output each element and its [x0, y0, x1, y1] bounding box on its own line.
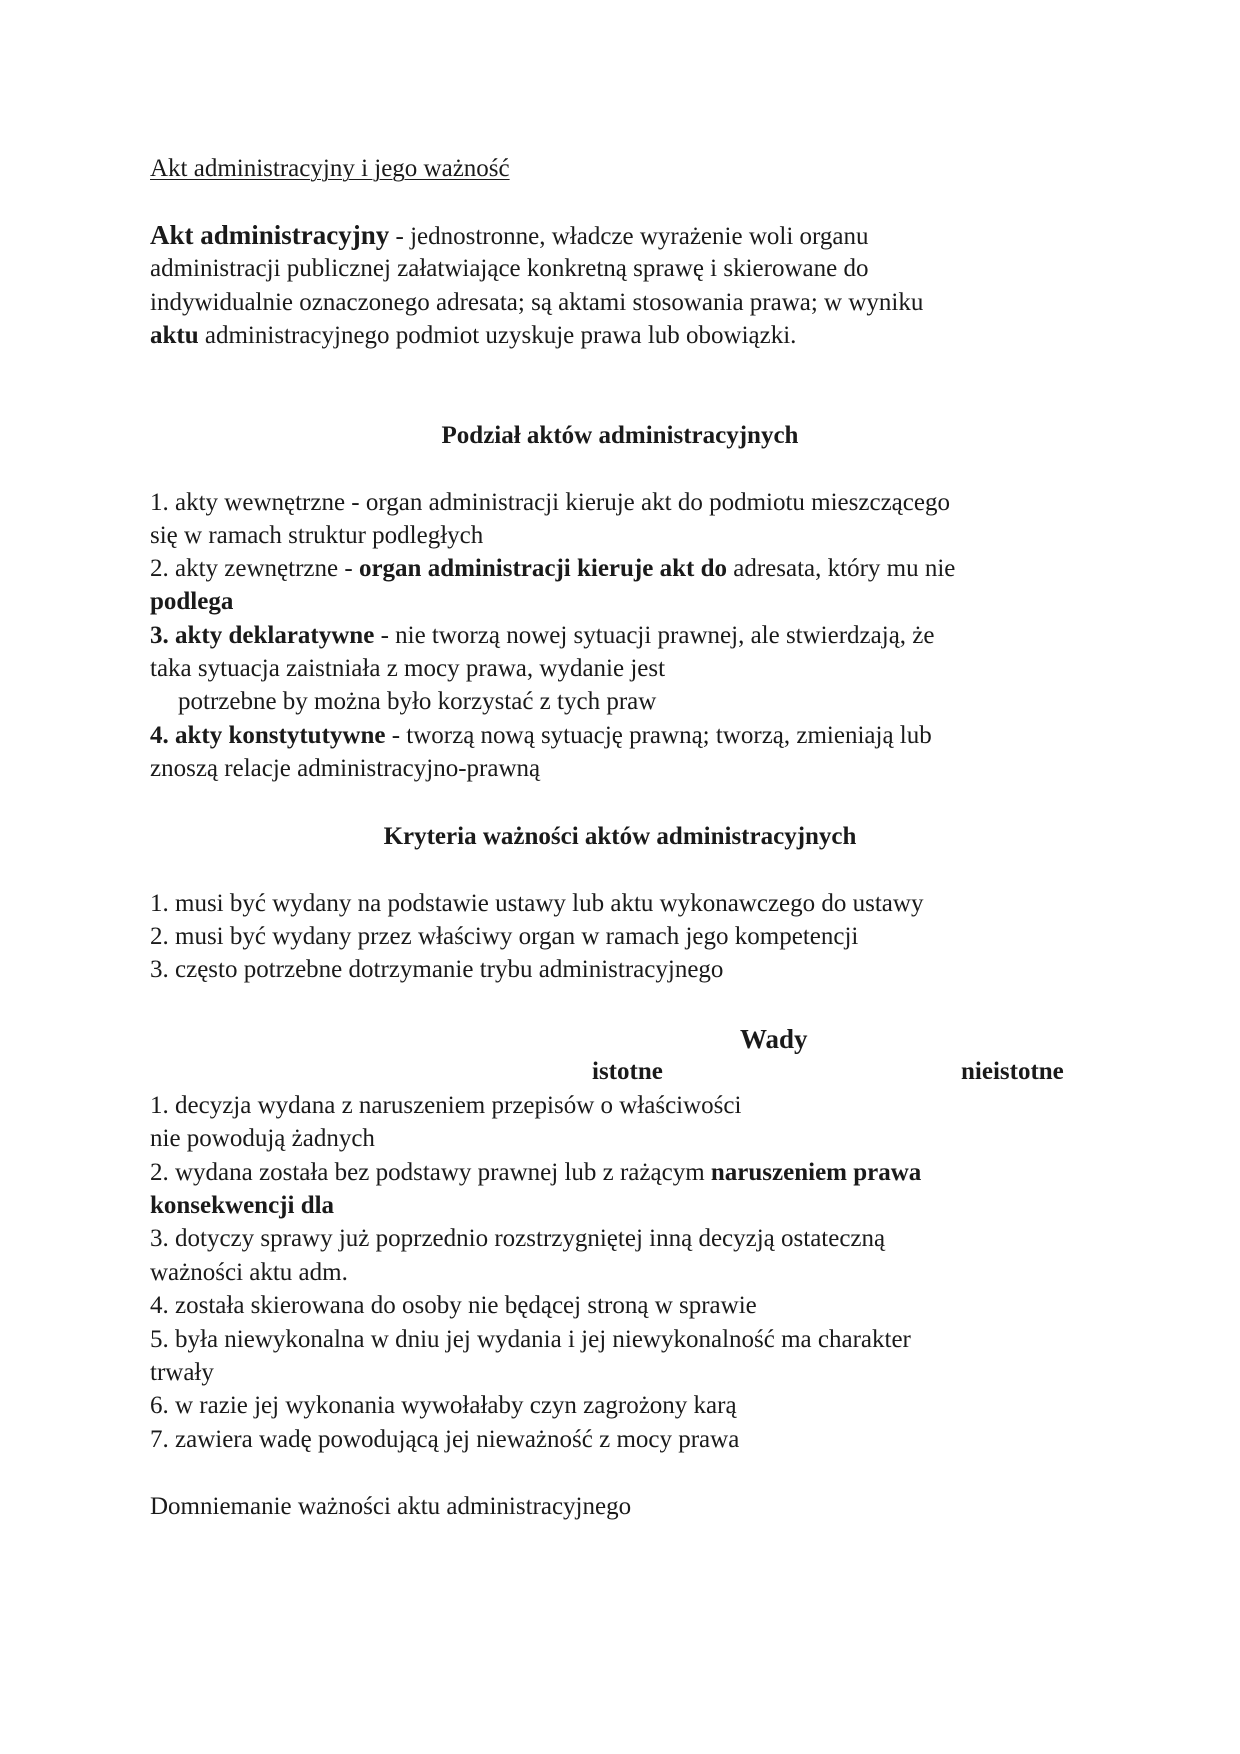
definition-line-1-text: - jednostronne, władcze wyrażenie woli organu	[389, 223, 869, 250]
division-item-1-line-1: 1. akty wewnętrzne - organ administracji kieruje akt do podmiotu mieszczącego	[150, 489, 950, 516]
defects-line-3-part-b: naruszeniem prawa	[710, 1159, 922, 1186]
definition-line-4-bold: aktu	[150, 322, 199, 349]
defects-line-5: 3. dotyczy sprawy już poprzednio rozstrzygniętej inną decyzją ostateczną	[150, 1225, 886, 1252]
division-item-2-line-2: podlega	[150, 588, 234, 615]
division-item-4-part-a: 4. akty konstytutywne	[150, 722, 386, 749]
criteria-item-2: 2. musi być wydany przez właściwy organ w ramach jego kompetencji	[150, 923, 859, 950]
defects-line-8: 5. była niewykonalna w dniu jej wydania i jej niewykonalność ma charakter	[150, 1326, 911, 1353]
presumption-line: Domniemanie ważności aktu administracyjnego	[150, 1493, 632, 1520]
division-item-2-line-1	[150, 552, 955, 586]
definition-line-1	[150, 218, 869, 254]
defects-line-1: 1. decyzja wydana z naruszeniem przepisów o właściwości	[150, 1092, 742, 1119]
defects-line-9: trwały	[150, 1359, 214, 1386]
definition-line-4-text: administracyjnego podmiot uzyskuje prawa lub obowiązki.	[198, 322, 797, 349]
defects-column-nonessential: nieistotne	[961, 1058, 1064, 1085]
division-item-3-part-a: 3. akty deklaratywne	[150, 622, 375, 649]
definition-line-3: indywidualnie oznaczonego adresata; są aktami stosowania prawa; w wyniku	[150, 289, 924, 316]
defects-line-11: 7. zawiera wadę powodującą jej nieważność z mocy prawa	[150, 1426, 740, 1453]
division-item-2-part-b: organ administracji kieruje akt do	[358, 555, 727, 582]
division-item-2-part-c: adresata, który mu nie	[726, 555, 956, 582]
division-item-4-line-2: znoszą relacje administracyjno-prawną	[150, 755, 541, 782]
defects-column-essential: istotne	[592, 1058, 663, 1085]
document-title: Akt administracyjny i jego ważność	[150, 155, 510, 182]
division-item-3-line-2: taka sytuacja zaistniała z mocy prawa, wydanie jest	[150, 655, 666, 682]
defects-line-4: konsekwencji dla	[150, 1192, 335, 1219]
division-heading: Podział aktów administracyjnych	[441, 422, 799, 449]
criteria-heading: Kryteria ważności aktów administracyjnych	[383, 823, 857, 850]
defects-line-3-part-a: 2. wydana została bez podstawy prawnej lub z rażącym	[150, 1159, 711, 1186]
defects-heading: Wady	[740, 1024, 808, 1054]
defects-line-10: 6. w razie jej wykonania wywołałaby czyn zagrożony karą	[150, 1392, 737, 1419]
defects-line-7: 4. została skierowana do osoby nie będącej stroną w sprawie	[150, 1292, 757, 1319]
division-item-4-line-1	[150, 719, 932, 753]
division-item-1-line-2: się w ramach struktur podległych	[150, 522, 484, 549]
division-item-3-part-b: - nie tworzą nowej sytuacji prawnej, ale stwierdzają, że	[374, 622, 935, 649]
defects-line-3	[150, 1156, 921, 1190]
definition-term: Akt administracyjny	[150, 220, 390, 250]
division-item-3-line-1	[150, 619, 934, 653]
defects-line-2: nie powodują żadnych	[150, 1125, 375, 1152]
division-item-2-part-a: 2. akty zewnętrzne -	[150, 555, 359, 582]
defects-line-6: ważności aktu adm.	[150, 1259, 348, 1286]
criteria-item-1: 1. musi być wydany na podstawie ustawy lub aktu wykonawczego do ustawy	[150, 890, 924, 917]
criteria-item-3: 3. często potrzebne dotrzymanie trybu administracyjnego	[150, 956, 724, 983]
definition-line-2: administracji publicznej załatwiające konkretną sprawę i skierowane do	[150, 255, 869, 282]
division-item-4-part-b: - tworzą nową sytuację prawną; tworzą, zmieniają lub	[385, 722, 932, 749]
division-item-3-line-3: potrzebne by można było korzystać z tych praw	[178, 688, 657, 715]
definition-line-4	[150, 319, 796, 353]
